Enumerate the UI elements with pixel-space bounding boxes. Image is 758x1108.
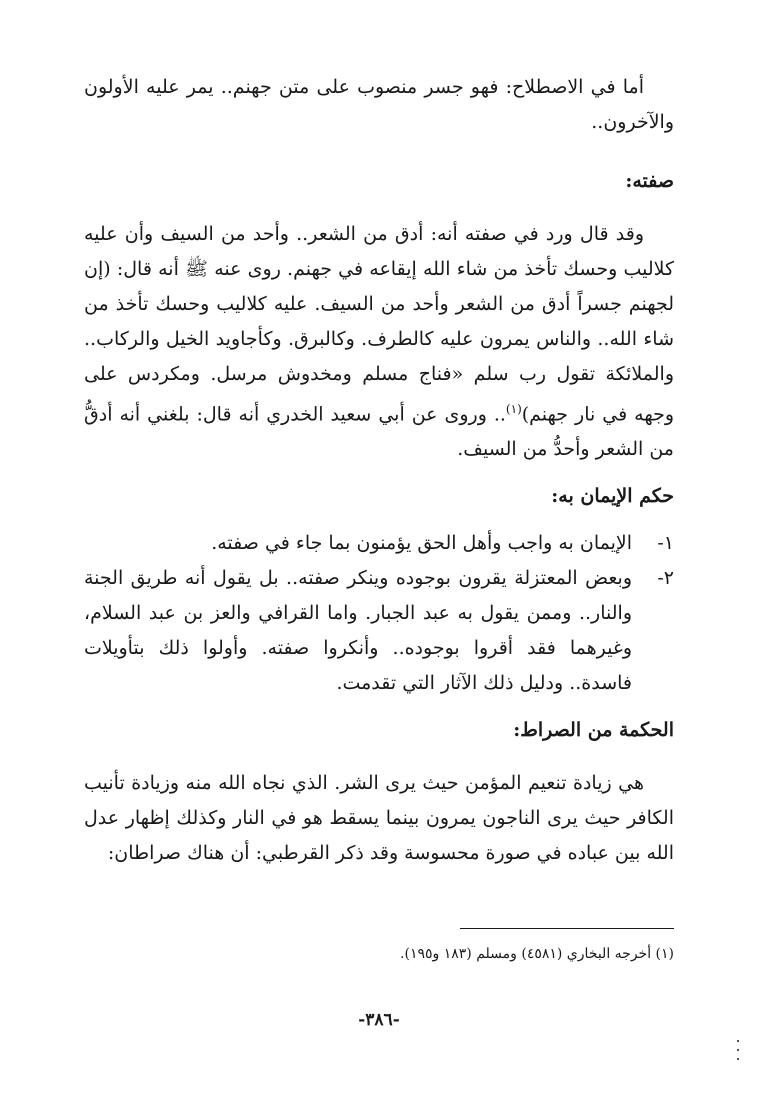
sifatuhu-paragraph bbox=[84, 217, 674, 467]
list-item bbox=[84, 561, 674, 701]
footnote-reference: (١) bbox=[505, 402, 522, 416]
list-item-number: ١- bbox=[657, 532, 674, 555]
section-heading-hukm: حكم الإيمان به: bbox=[551, 485, 674, 508]
section-heading-sifatuhu: صفته: bbox=[625, 170, 674, 192]
section-heading-hikma: الحكمة من الصراط: bbox=[513, 719, 674, 742]
list-item-text: وبعض المعتزلة يقرون بوجوده وينكر صفته.. بل يقول أنه طريق الجنة والنار.. وممن يقول به عبد الجبار. واما القرافي والعز بن عبد السلام، وغيرهما فقد أقروا بوجوده.. وأنكروا صفته. وأولوا ذلك بتأويلات فاسدة.. ودليل ذلك الآثار التي تقدمت. bbox=[84, 567, 632, 695]
list-item-number: ٢- bbox=[657, 567, 674, 590]
hikma-paragraph: هي زيادة تنعيم المؤمن حيث يرى الشر. الذي نجاه الله منه وزيادة تأنيب الكافر حيث يرى الناجون يمرون بينما يسقط هو في النار وكذلك إظهار عدل الله بين عباده في صورة محسوسة وقد ذكر القرطبي: أن هناك صراطان: bbox=[84, 772, 674, 865]
footnote: (١) أخرجه البخاري (٤٥٨١) ومسلم (١٨٣ و١٩٥). bbox=[400, 946, 674, 962]
page-number: -٣٨٦- bbox=[358, 1010, 400, 1030]
list-item bbox=[84, 526, 674, 561]
margin-dot bbox=[737, 1040, 739, 1042]
sifatuhu-text: وقد قال ورد في صفته أنه: أدق من الشعر.. وأحد من السيف وأن عليه كلاليب وحسك تأخذ من شاء الله إيقاعه في جهنم. روى عنه ﷺ أنه قال: (إن لجهنم جسراً أدق من الشعر وأحد من السيف. عليه كلاليب وحسك تأخذ من شاء الله.. والناس يمرون عليه كالطرف. وكالبرق. وكأجاويد الخيل والركاب.. والملائكة تقول رب سلم «فناج مسلم ومخدوش مرسل. ومكردس على وجهه في نار جهنم) bbox=[84, 223, 674, 426]
margin-dot bbox=[737, 1058, 739, 1060]
footnote-divider bbox=[460, 928, 674, 929]
page-body bbox=[84, 70, 674, 871]
margin-dot bbox=[737, 1049, 739, 1051]
margin-marks bbox=[736, 1040, 740, 1070]
hukm-list bbox=[84, 526, 674, 701]
intro-paragraph: أما في الاصطلاح: فهو جسر منصوب على متن جهنم.. يمر عليه الأولون والآخرون.. bbox=[84, 76, 674, 133]
list-item-text: الإيمان به واجب وأهل الحق يؤمنون بما جاء في صفته. bbox=[211, 532, 632, 555]
sifatuhu-text-continued: .. وروى عن أبي سعيد الخدري أنه قال: بلغني أنه أدقُّ من الشعر وأحدُّ من السيف. bbox=[84, 403, 674, 461]
